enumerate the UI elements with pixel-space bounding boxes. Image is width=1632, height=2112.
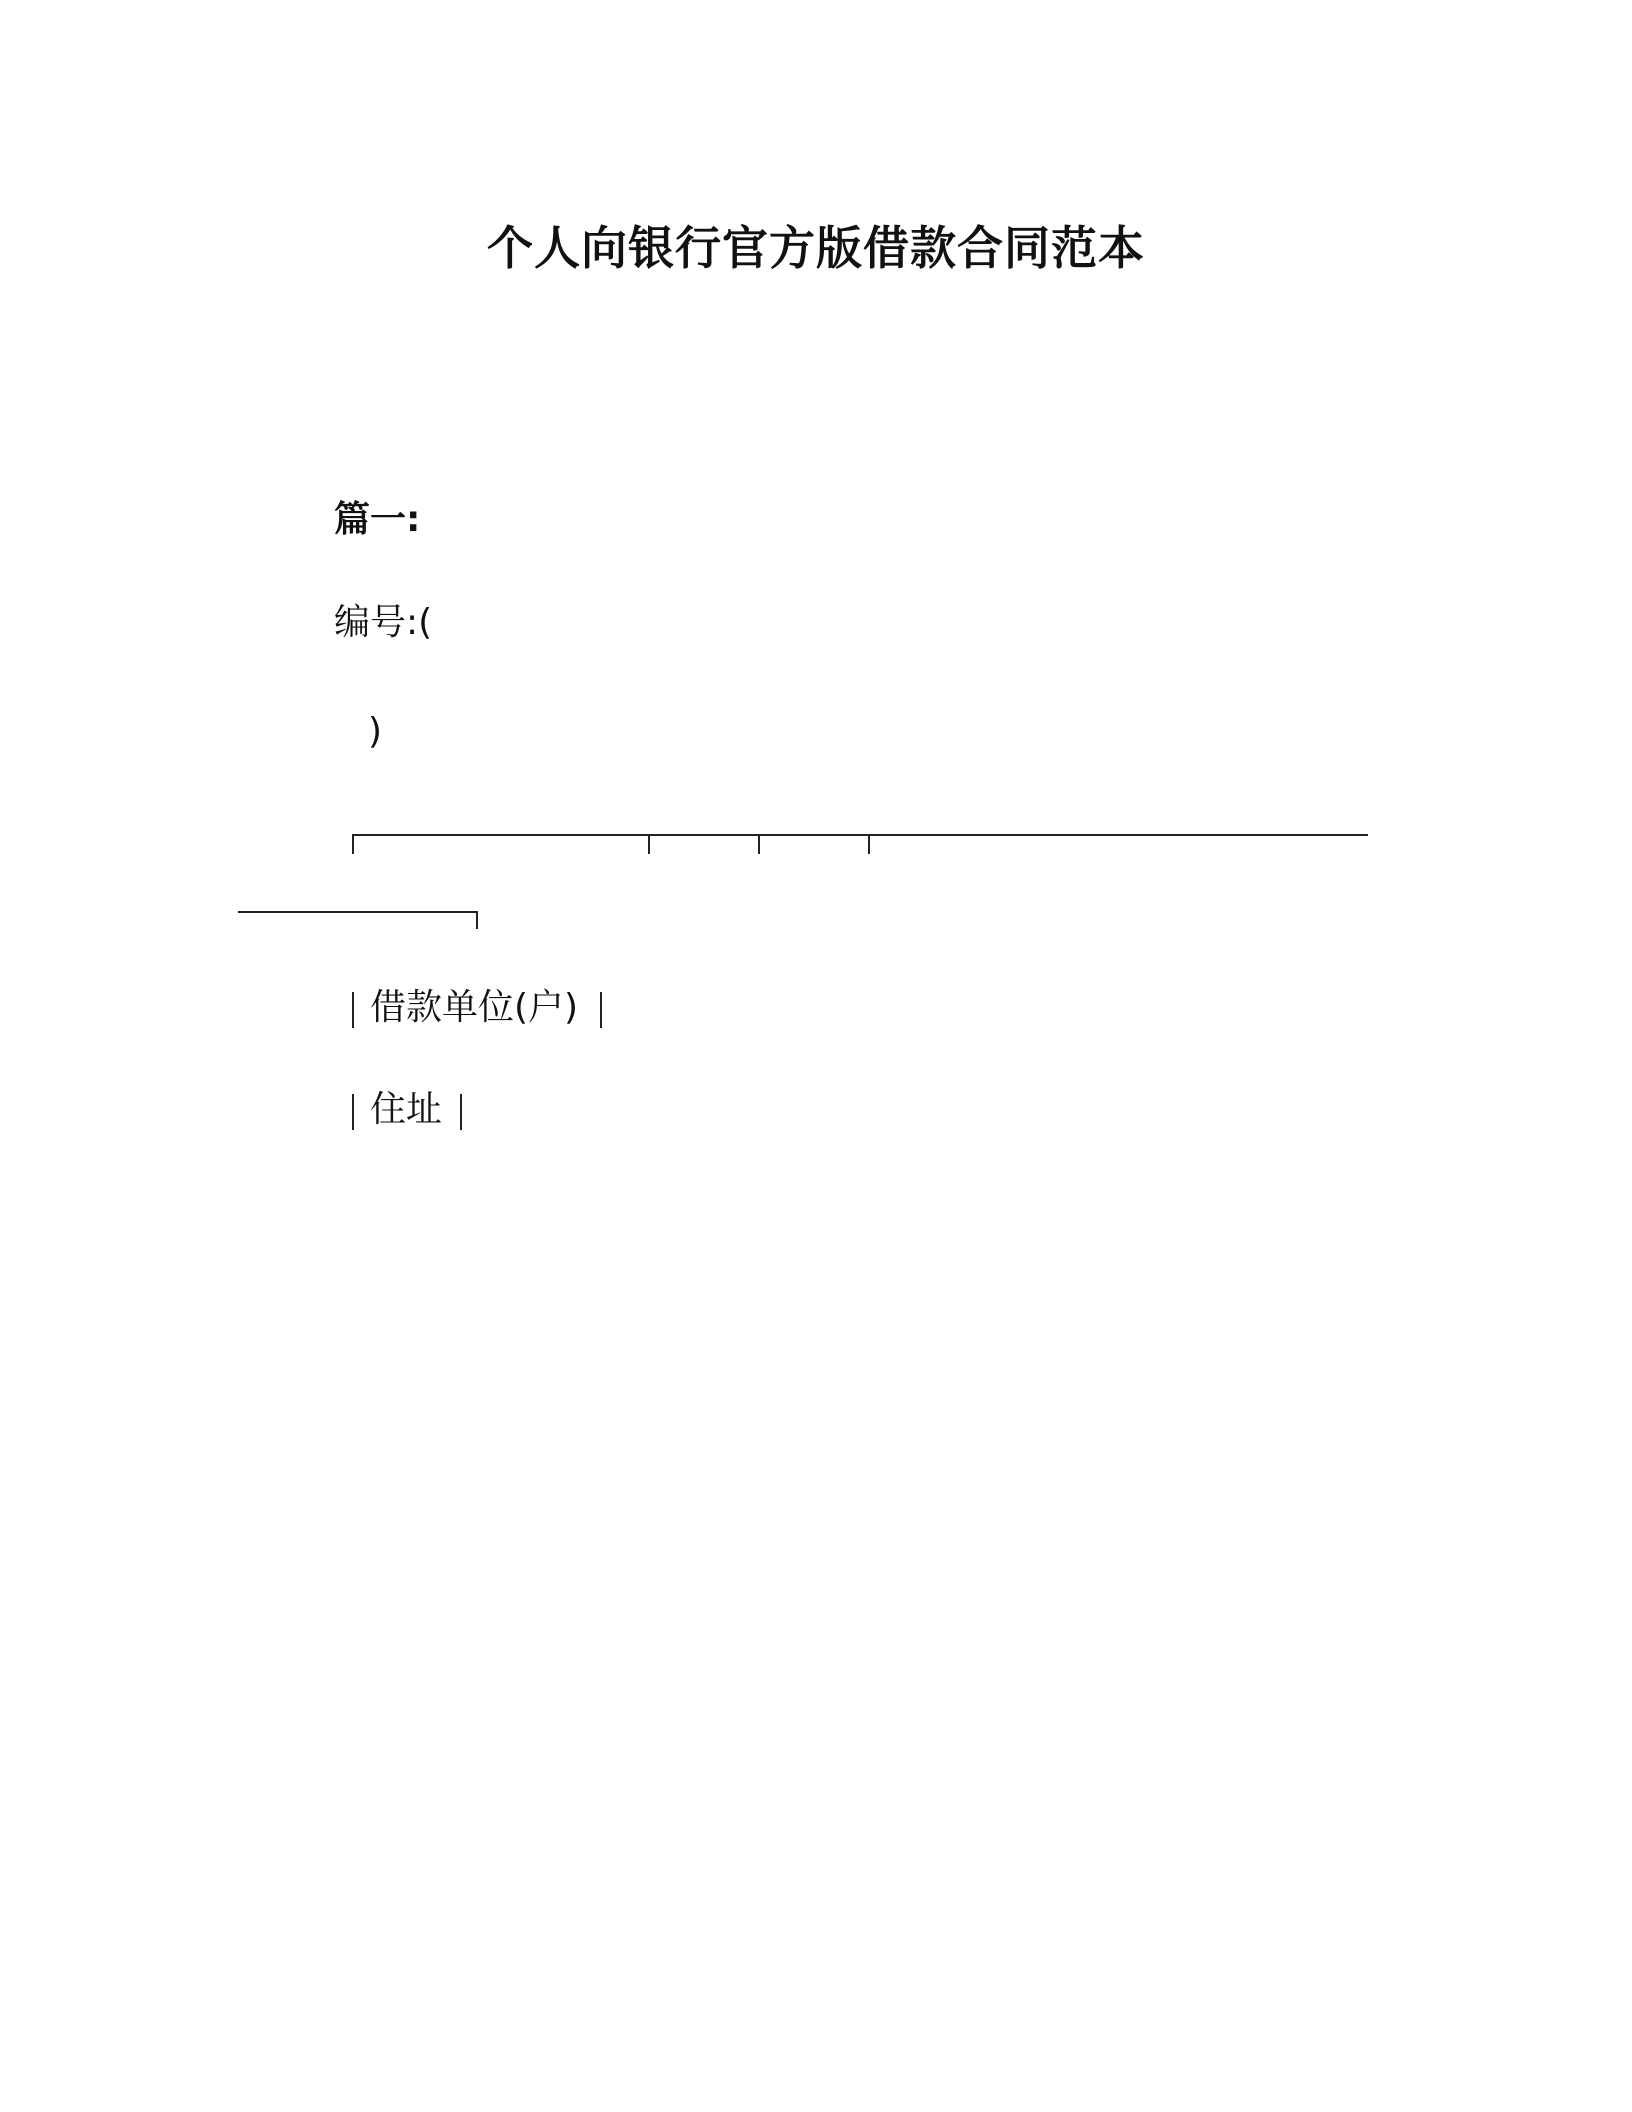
- borrower-label: 借款单位(户): [370, 987, 579, 1028]
- document-title: 个人向银行官方版借款合同范本: [487, 221, 1145, 275]
- number-close: ): [368, 711, 383, 752]
- cell-border-right: [460, 1094, 462, 1130]
- number-label: 编号:(: [334, 602, 433, 643]
- cell-border-right: [600, 992, 602, 1028]
- cell-border-left: [352, 992, 354, 1028]
- address-label: 住址: [370, 1089, 443, 1130]
- cell-border-left: [352, 1094, 354, 1130]
- section-label: 篇一:: [334, 499, 421, 540]
